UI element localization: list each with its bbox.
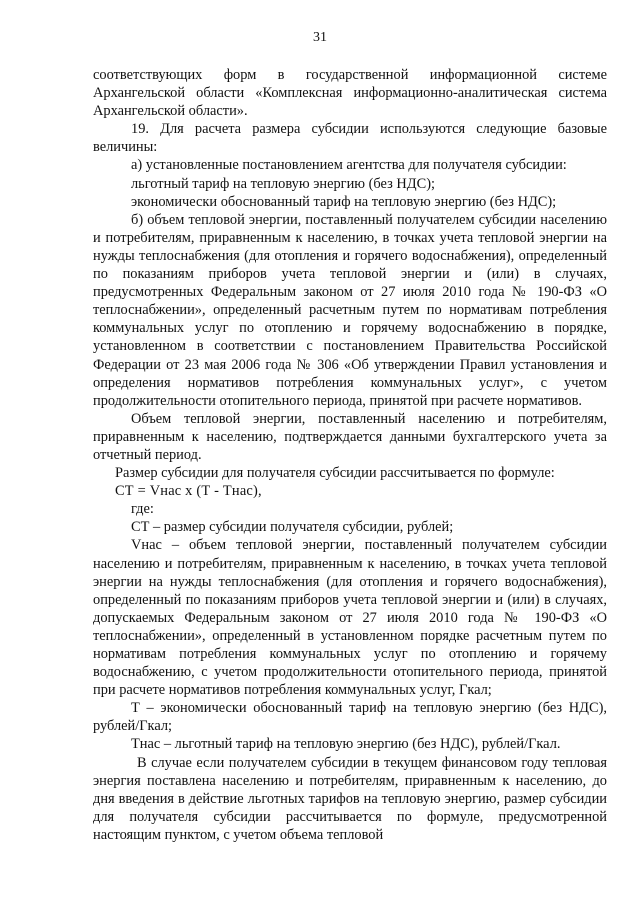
definition-vnas: Vнас – объем тепловой энергии, поставленный получателем субсидии населению и потребителям, приравненным к населению, в точках учета тепловой энергии на нужды теплоснабжения (для отопления и горячего водоснабжения), определенный по показаниям приборов учета тепловой энергии и (или) в случаях, допускаемых Федеральным законом от 27 июля 2010 года № 190-ФЗ «О теплоснабжении», определенный в установленном порядке расчетным путем по нормативам потребления коммунальных услуг по отоплению и горячему водоснабжению, с учетом продолжительности отопительного периода, принятой при расчете нормативов потребления коммунальных услуг, Гкал; (93, 537, 607, 699)
definition-st: СТ – размер субсидии получателя субсидии, рублей; (131, 519, 454, 536)
paragraph-current-year-case: В случае если получателем субсидии в текущем финансовом году тепловая энергия поставлена населению и потребителям, приравненным к населению, до дня введения в действие льготных тарифов на тепловую энергию, размер субсидии для получателя субсидии рассчитывается по формуле, предусмотренной настоящим пунктом, с учетом объема тепловой (93, 754, 607, 843)
paragraph-item-19: 19. Для расчета размера субсидии используются следующие базовые величины: (93, 121, 607, 156)
document-body (93, 66, 607, 844)
paragraph-subitem-a: а) установленные постановлением агентства для получателя субсидии: (131, 157, 567, 174)
paragraph-continuation: соответствующих форм в государственной информационной системе Архангельской области «Комплексная информационно-аналитическая система Архангельской области». (93, 67, 607, 120)
formula: СТ = Vнас х (Т - Тнас), (115, 483, 262, 500)
definition-tnas: Тнас – льготный тариф на тепловую энергию (без НДС), рублей/Гкал. (131, 736, 561, 753)
paragraph-subitem-b: б) объем тепловой энергии, поставленный получателем субсидии населению и потребителям, приравненным к населению, в точках учета тепловой энергии на нужды теплоснабжения (для отопления и горячего водоснабжения), определенный по показаниям приборов учета тепловой энергии и (или) в случаях, предусмотренных Федеральным законом от 27 июля 2010 года № 190-ФЗ «О теплоснабжении», определенный расчетным путем по нормативам потребления коммунальных услуг по отоплению и горячему водоснабжению в порядке, установленном в соответствии с постановлением Правительства Российской Федерации от 23 мая 2006 года № 306 «Об утверждении Правил установления и определения нормативов потребления коммунальных услуг», с учетом продолжительности отопительного периода, принятой при расчете нормативов. (93, 211, 607, 409)
page-number: 31 (313, 30, 327, 45)
paragraph-volume-confirmation: Объем тепловой энергии, поставленный населению и потребителям, приравненным к населению, подтверждается данными бухгалтерского учета за отчетный период. (93, 410, 607, 463)
paragraph-economic-tariff: экономически обоснованный тариф на тепловую энергию (без НДС); (131, 193, 557, 210)
paragraph-formula-intro: Размер субсидии для получателя субсидии рассчитывается по формуле: (115, 465, 555, 482)
paragraph-where: где: (131, 501, 154, 518)
definition-t: Т – экономически обоснованный тариф на тепловую энергию (без НДС), рублей/Гкал; (93, 700, 607, 735)
paragraph-preferential-tariff: льготный тариф на тепловую энергию (без НДС); (131, 175, 435, 192)
